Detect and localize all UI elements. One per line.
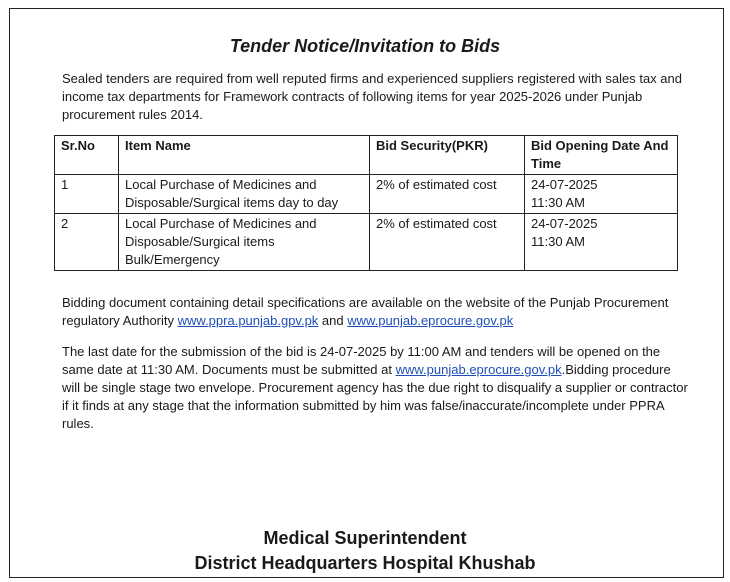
header-bid-security: Bid Security(PKR) (370, 136, 525, 175)
submission-text-2: .Bidding procedure will be single stage two envelope. Procurement agency has the due right to disqualify a supplier or contractor if it finds at any stage that the information submitted by him was false/inaccurate/incomplete under PPRA rules. (62, 362, 688, 431)
signature-title: Medical Superintendent (263, 528, 467, 548)
intro-paragraph: Sealed tenders are required from well reputed firms and experienced suppliers registered with sales tax and income tax departments for Framework contracts of following items for year 2025-2026 under Punjab procurement rules 2014. (62, 71, 682, 122)
submission-eprocure-link[interactable]: www.punjab.eprocure.gov.pk (395, 362, 562, 377)
tender-table (54, 135, 678, 271)
cell-time: 11:30 AM (531, 195, 585, 210)
cell-bid-security: 2% of estimated cost (370, 175, 525, 214)
submission-paragraph (62, 343, 690, 433)
cell-date: 24-07-2025 (531, 216, 598, 231)
and-text: and (318, 313, 348, 328)
bidding-document-text: Bidding document containing detail specifications are available on the website of the Punjab Procurement regulatory Authority (62, 295, 669, 328)
cell-sr-no: 2 (55, 214, 119, 271)
cell-bid-opening (525, 214, 678, 271)
table-row (55, 214, 678, 271)
cell-sr-no: 1 (55, 175, 119, 214)
table-header-row (55, 136, 678, 175)
cell-item-name: Local Purchase of Medicines and Disposable/Surgical items day to day (119, 175, 370, 214)
cell-bid-security: 2% of estimated cost (370, 214, 525, 271)
ppra-link[interactable]: www.ppra.punjab.gpv.pk (177, 313, 319, 328)
header-item-name: Item Name (119, 136, 370, 175)
cell-time: 11:30 AM (531, 234, 585, 249)
header-sr-no: Sr.No (55, 136, 119, 175)
notice-title: Tender Notice/Invitation to Bids (229, 36, 501, 56)
signature-organization: District Headquarters Hospital Khushab (194, 553, 536, 573)
eprocure-link[interactable]: www.punjab.eprocure.gov.pk (347, 313, 514, 328)
cell-date: 24-07-2025 (531, 177, 598, 192)
table-row (55, 175, 678, 214)
cell-item-name: Local Purchase of Medicines and Disposable/Surgical items Bulk/Emergency (119, 214, 370, 271)
cell-bid-opening (525, 175, 678, 214)
submission-text-1: The last date for the submission of the bid is 24-07-2025 by 11:00 AM and tenders will be opened on the same date at 11:30 AM. Documents must be submitted at (62, 344, 661, 377)
bidding-document-paragraph (62, 294, 690, 330)
header-bid-opening: Bid Opening Date And Time (525, 136, 678, 175)
